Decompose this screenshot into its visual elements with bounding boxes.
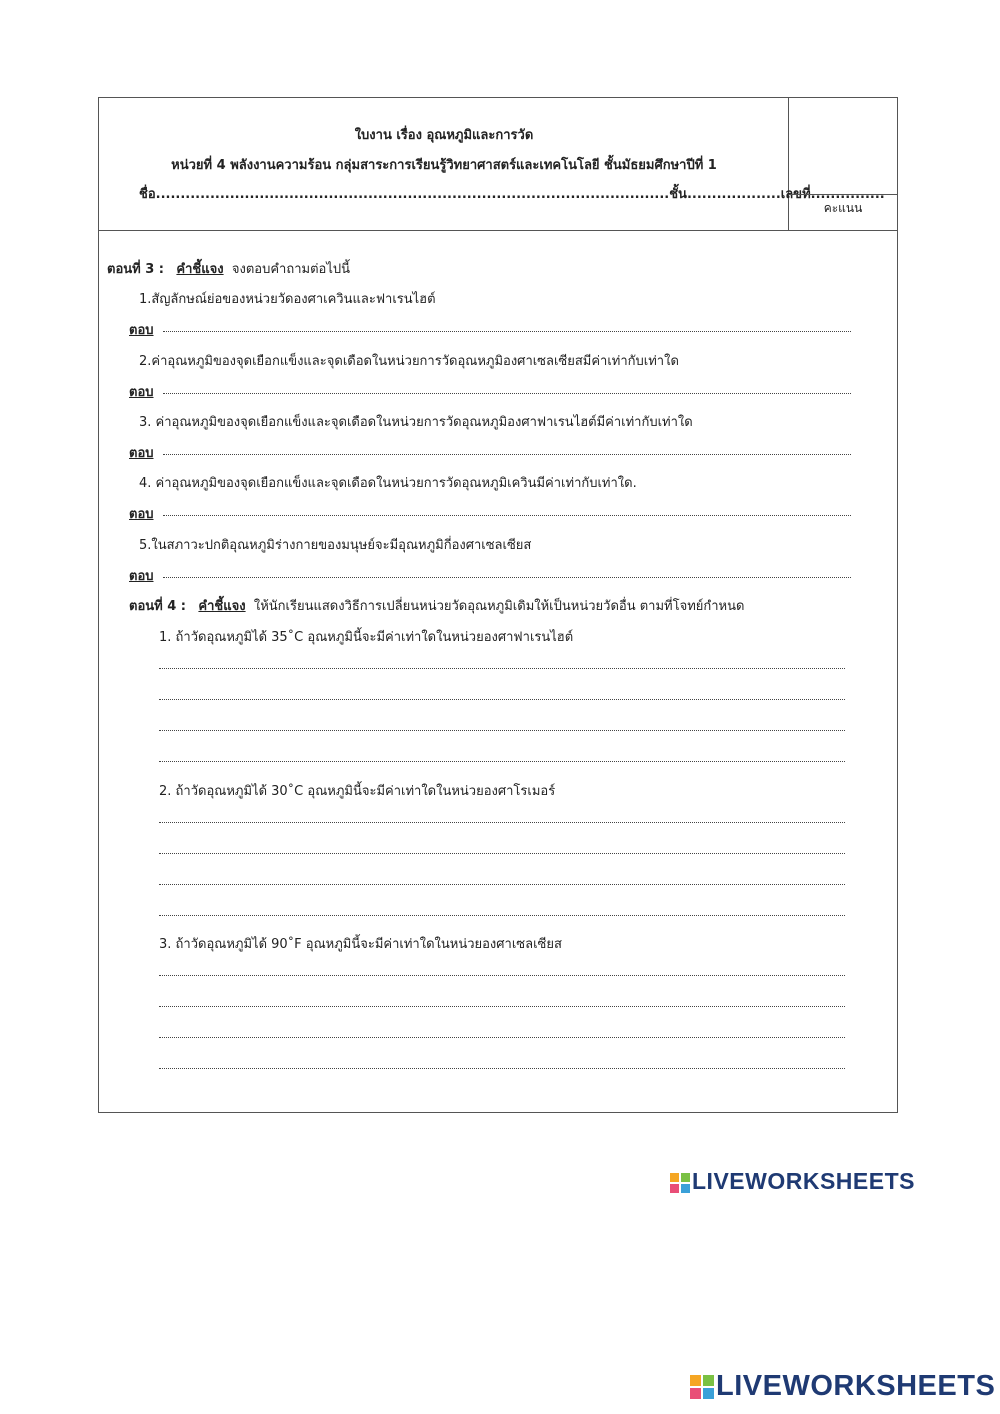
work-line[interactable] (159, 1058, 845, 1069)
answer-label-5: ตอบ (129, 569, 154, 584)
answer-label-2: ตอบ (129, 385, 154, 400)
answer-line-3[interactable] (163, 444, 851, 455)
part4-question-3: 3. ถ้าวัดอุณหภูมิได้ 90˚F อุณหภูมินี้จะมีค่าเท่าใดในหน่วยองศาเซลเซียส (159, 937, 562, 952)
work-line[interactable] (159, 965, 845, 976)
answer-line-4[interactable] (163, 505, 851, 516)
answer-label-1: ตอบ (129, 323, 154, 338)
liveworksheets-logo-icon (690, 1375, 714, 1399)
worksheet-subtitle: หน่วยที่ 4 พลังงานความร้อน กลุ่มสาระการเรียนรู้วิทยาศาสตร์และเทคโนโลยี ชั้นมัธยมศึกษาปีที่ 1 (171, 158, 717, 173)
work-line[interactable] (159, 751, 845, 762)
work-line[interactable] (159, 996, 845, 1007)
answer-line-2[interactable] (163, 383, 851, 394)
work-line[interactable] (159, 843, 845, 854)
part3-instruction: จงตอบคำถามต่อไปนี้ (231, 262, 350, 277)
worksheet-frame (98, 97, 898, 1113)
liveworksheets-logo-icon (670, 1173, 690, 1193)
answer-line-1[interactable] (163, 321, 851, 332)
part4-instruction-label: คำชี้แจง (198, 599, 246, 614)
answer-label-4: ตอบ (129, 507, 154, 522)
score-box (789, 98, 897, 231)
part3-question-5: 5.ในสภาวะปกติอุณหภูมิร่างกายของมนุษย์จะมีอุณหภูมิกี่องศาเซลเซียส (139, 538, 532, 553)
watermark-text: LIVEWORKSHEETS (692, 1168, 915, 1194)
work-line[interactable] (159, 1027, 845, 1038)
part3-instruction-label: คำชี้แจง (176, 262, 224, 277)
work-line[interactable] (159, 812, 845, 823)
part3-heading: ตอนที่ 3 : (107, 262, 165, 277)
part4-question-1: 1. ถ้าวัดอุณหภูมิได้ 35˚C อุณหภูมินี้จะมีค่าเท่าใดในหน่วยองศาฟาเรนไฮต์ (159, 630, 574, 645)
work-line[interactable] (159, 720, 845, 731)
answer-label-3: ตอบ (129, 446, 154, 461)
work-line[interactable] (159, 658, 845, 669)
liveworksheets-watermark-bottom (690, 1370, 995, 1403)
student-info-line[interactable]: ชื่อ........................................................................................................ชั้น...................เลขที่............... (139, 187, 885, 202)
work-line[interactable] (159, 874, 845, 885)
liveworksheets-watermark-mid (670, 1168, 915, 1195)
part3-question-3: 3. ค่าอุณหภูมิของจุดเยือกแข็งและจุดเดือดในหน่วยการวัดอุณหภูมิองศาฟาเรนไฮต์มีค่าเท่ากับเท่าใด (139, 415, 693, 430)
part3-question-4: 4. ค่าอุณหภูมิของจุดเยือกแข็งและจุดเดือดในหน่วยการวัดอุณหภูมิเควินมีค่าเท่ากับเท่าใด. (139, 476, 637, 491)
answer-line-5[interactable] (163, 567, 851, 578)
work-line[interactable] (159, 689, 845, 700)
watermark-text: LIVEWORKSHEETS (716, 1370, 996, 1402)
part3-question-2: 2.ค่าอุณหภูมิของจุดเยือกแข็งและจุดเดือดในหน่วยการวัดอุณหภูมิองศาเซลเซียสมีค่าเท่ากับเท่าใด (139, 354, 679, 369)
part4-question-2: 2. ถ้าวัดอุณหภูมิได้ 30˚C อุณหภูมินี้จะมีค่าเท่าใดในหน่วยองศาโรเมอร์ (159, 784, 556, 799)
score-label: คะแนน (789, 194, 897, 231)
part3-heading-line (107, 258, 350, 279)
part4-instruction: ให้นักเรียนแสดงวิธีการเปลี่ยนหน่วยวัดอุณหภูมิเดิมให้เป็นหน่วยวัดอื่น ตามที่โจทย์กำหนด (253, 599, 745, 614)
part4-heading-line (129, 595, 744, 616)
part4-heading: ตอนที่ 4 : (129, 599, 187, 614)
worksheet-title: ใบงาน เรื่อง อุณหภูมิและการวัด (354, 128, 534, 143)
part3-question-1: 1.สัญลักษณ์ย่อของหน่วยวัดองศาเควินและฟาเรนไฮต์ (139, 292, 436, 307)
work-line[interactable] (159, 905, 845, 916)
